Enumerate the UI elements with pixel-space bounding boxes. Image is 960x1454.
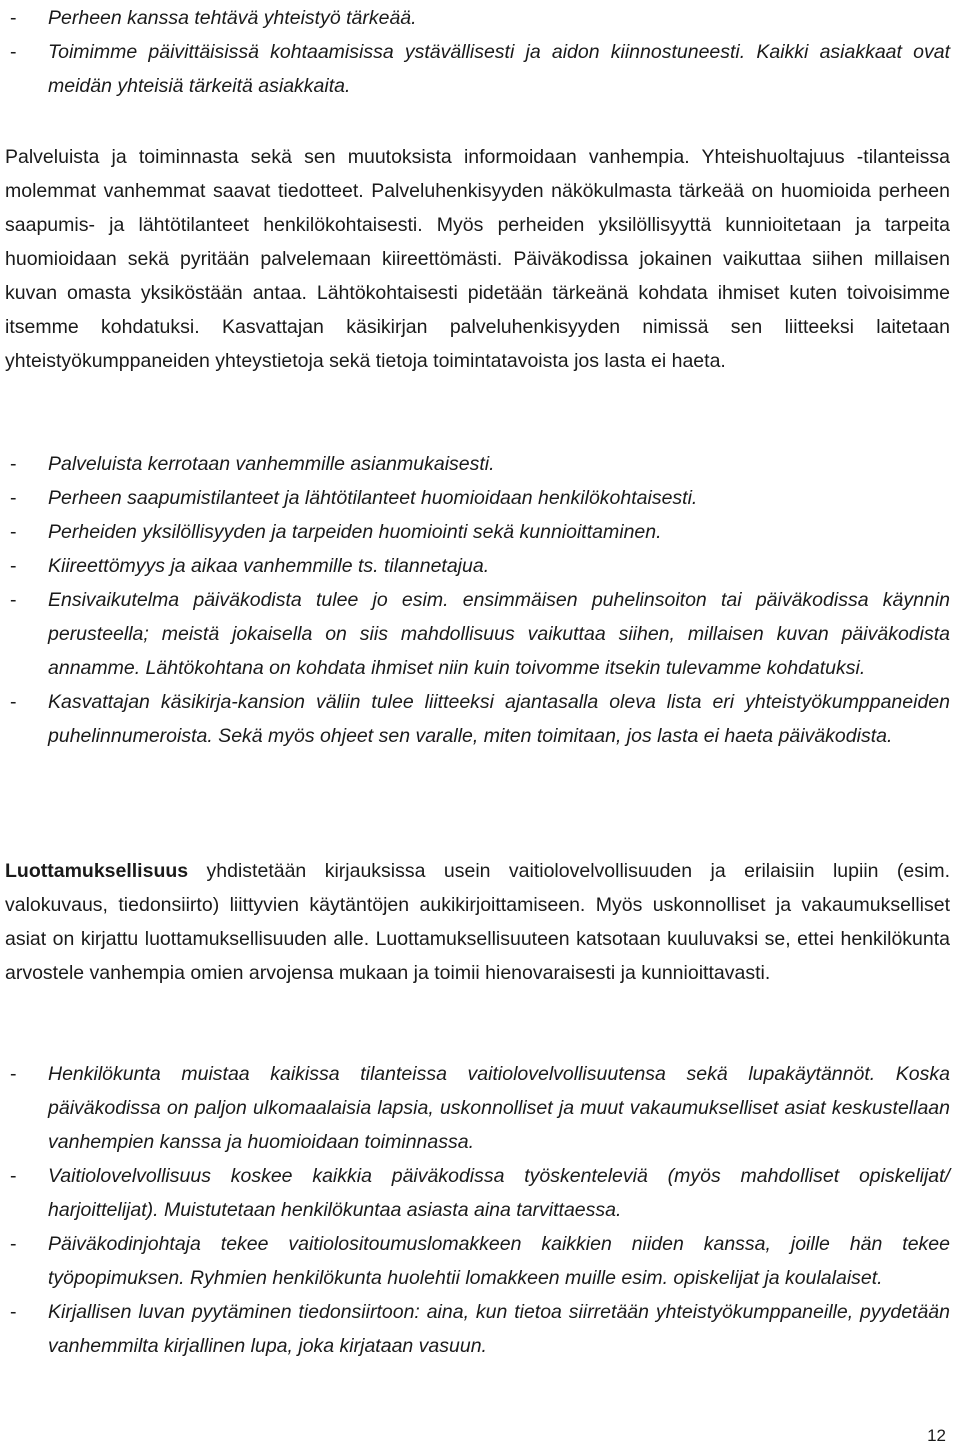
bullet-dash: - <box>10 1063 17 1085</box>
paragraph-body: yhdistetään kirjauksissa usein vaitiolovelvollisuuden ja erilaisiin lupiin (esim. valokuvaus, tiedonsiirto) liittyvien käytäntöjen aukikirjoittamiseen. Myös uskonnolliset ja vakaumukselliset asiat on kirjattu luottamuksellisuuden alle. Luottamuksellisuuteen katsotaan kuuluvaksi se, ettei henkilökunta arvostele vanhempia omien arvojensa mukaan ja toimii hienovaraisesti ja kunnioittavasti. <box>5 860 950 984</box>
list-item <box>5 447 950 481</box>
list-item-text: Kiireettömyys ja aikaa vanhemmille ts. tilannetajua. <box>48 555 490 577</box>
paragraph-text: Palveluista ja toiminnasta sekä sen muutoksista informoidaan vanhempia. Yhteishuoltajuus -tilanteissa molemmat vanhemmat saavat tiedotteet. Palveluhenkisyyden näkökulmasta tärkeää on huomioida perheen saapumis- ja lähtötilanteet henkilökohtaisesti. Myös perheiden yksilöllisyyttä kunnioitetaan ja tarpeita huomioidaan sekä pyritään palvelemaan kiireettömästi. Päiväkodissa jokainen vaikuttaa siihen millaisen kuvan omasta yksiköstään antaa. Lähtökohtaisesti pidetään tärkeänä kohdata ihmiset kuten toivoisimme itsemme kohdatuksi. Kasvattajan käsikirjan palveluhenkisyyden nimissä sen liitteeksi laitetaan yhteistyökumppaneiden yhteystietoja sekä tietoja toimintatavoista jos lasta ei haeta. <box>5 146 950 372</box>
list-confidentiality <box>5 1057 950 1363</box>
list-item <box>5 481 950 515</box>
list-item-text: Kasvattajan käsikirja-kansion väliin tulee liitteeksi ajantasalla oleva lista eri yhteistyökumppaneiden puhelinnumeroista. Sekä myös ohjeet sen varalle, miten toimitaan, jos lasta ei haeta päiväkodista. <box>48 691 950 747</box>
list-item-text: Ensivaikutelma päiväkodista tulee jo esim. ensimmäisen puhelinsoiton tai päiväkodissa käynnin perusteella; meistä jokaisella on siis mahdollisuus vaikuttaa siihen, millaisen kuvan päiväkodista annamme. Lähtökohtana on kohdata ihmiset niin kuin toivomme itsekin tulevamme kohdatuksi. <box>48 589 950 679</box>
bullet-dash: - <box>10 1233 17 1255</box>
paragraph-confidentiality <box>5 854 950 990</box>
list-item-text: Toimimme päivittäisissä kohtaamisissa ystävällisesti ja aidon kiinnostuneesti. Kaikki asiakkaat ovat meidän yhteisiä tärkeitä asiakkaita. <box>48 41 950 97</box>
bullet-dash: - <box>10 521 17 543</box>
list-item <box>5 549 950 583</box>
bullet-dash: - <box>10 453 17 475</box>
page-number: 12 <box>927 1426 946 1445</box>
bullet-dash: - <box>10 1301 17 1323</box>
list-item <box>5 1295 950 1363</box>
bullet-dash: - <box>10 589 17 611</box>
bullet-dash: - <box>10 41 17 63</box>
list-item <box>5 1227 950 1295</box>
bullet-dash: - <box>10 555 17 577</box>
list-item-text: Perheen saapumistilanteet ja lähtötilanteet huomioidaan henkilökohtaisesti. <box>48 487 698 509</box>
list-item <box>5 35 950 103</box>
list-item-text: Perheiden yksilöllisyyden ja tarpeiden huomiointi sekä kunnioittaminen. <box>48 521 662 543</box>
list-item-text: Kirjallisen luvan pyytäminen tiedonsiirtoon: aina, kun tietoa siirretään yhteistyökumppaneille, pyydetään vanhemmilta kirjallinen lupa, joka kirjataan vasuun. <box>48 1301 950 1357</box>
list-item <box>5 583 950 685</box>
list-item-text: Perheen kanssa tehtävä yhteistyö tärkeää. <box>48 7 417 29</box>
list-item <box>5 1159 950 1227</box>
list-item-text: Henkilökunta muistaa kaikissa tilanteissa vaitiolovelvollisuutensa sekä lupakäytännöt. Koska päiväkodissa on paljon ulkomaalaisia lapsia, uskonnolliset ja muut vakaumukselliset asiat keskustellaan vanhempien kanssa ja huomioidaan toiminnassa. <box>48 1063 950 1153</box>
list-item-text: Vaitiolovelvollisuus koskee kaikkia päiväkodissa työskenteleviä (myös mahdolliset opiskelijat/ harjoittelijat). Muistutetaan henkilökuntaa asiasta aina tarvittaessa. <box>48 1165 950 1221</box>
list-item <box>5 685 950 753</box>
list-item <box>5 515 950 549</box>
paragraph-information <box>5 140 950 378</box>
bullet-dash: - <box>10 691 17 713</box>
list-item-text: Päiväkodinjohtaja tekee vaitiolositoumuslomakkeen kaikkien niiden kanssa, joille hän tekee työpopimuksen. Ryhmien henkilökunta huolehtii lomakkeen muille esim. opiskelijat ja koulalaiset. <box>48 1233 950 1289</box>
list-item-text: Palveluista kerrotaan vanhemmille asianmukaisesti. <box>48 453 495 475</box>
list-cooperation <box>5 1 950 103</box>
bullet-dash: - <box>10 7 17 29</box>
list-item <box>5 1057 950 1159</box>
bold-term: Luottamuksellisuus <box>5 860 189 882</box>
paragraph-text <box>5 854 950 990</box>
bullet-dash: - <box>10 487 17 509</box>
bullet-dash: - <box>10 1165 17 1187</box>
list-service <box>5 447 950 753</box>
list-item <box>5 1 950 35</box>
